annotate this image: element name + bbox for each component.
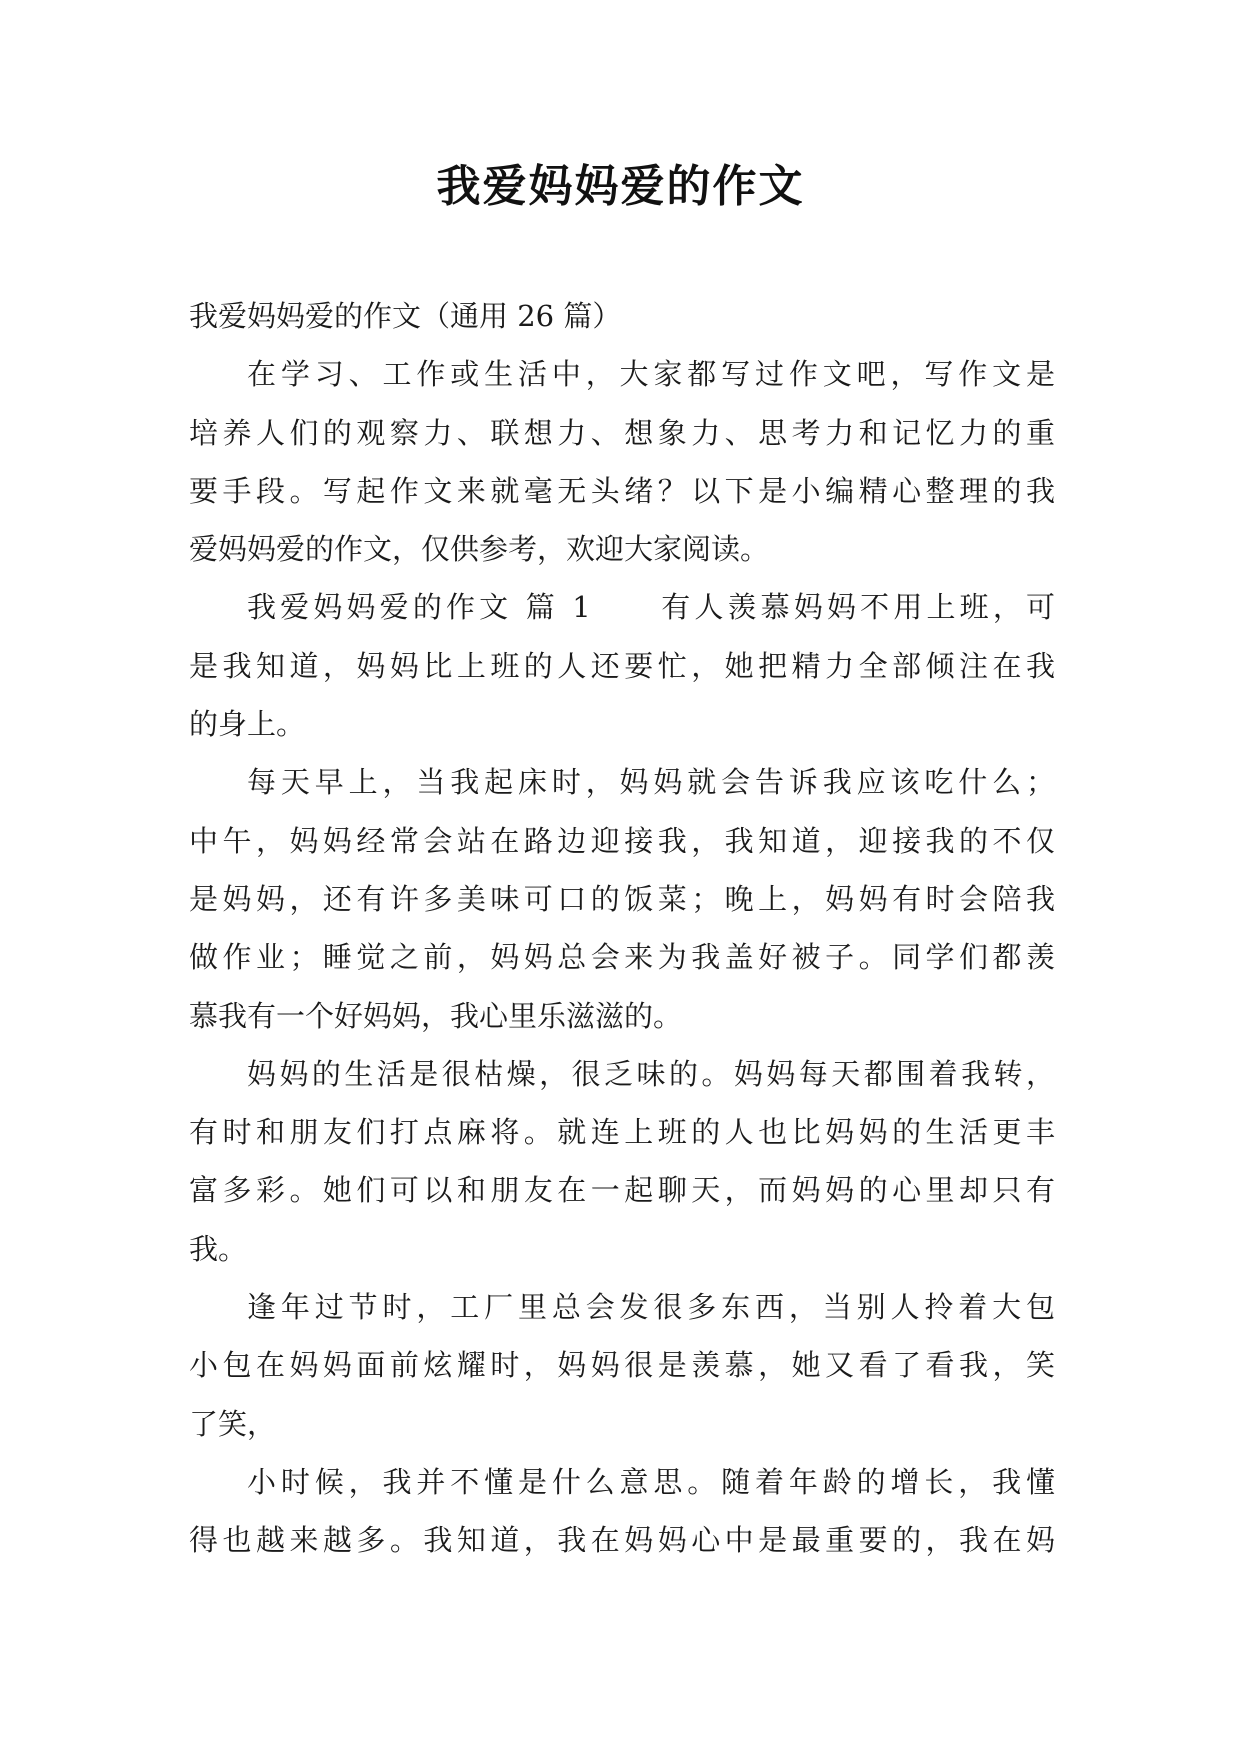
text-line: 做作业；睡觉之前，妈妈总会来为我盖好被子。同学们都羡 [189, 940, 1055, 975]
text-line: 得也越来越多。我知道，我在妈妈心中是最重要的，我在妈 [189, 1523, 1055, 1558]
document-title: 我爱妈妈爱的作文 [436, 161, 805, 212]
text-line: 我。 [189, 1231, 248, 1266]
text-line: 是妈妈，还有许多美味可口的饭菜；晚上，妈妈有时会陪我 [189, 881, 1055, 916]
text-line: 培养人们的观察力、联想力、想象力、思考力和记忆力的重 [189, 415, 1055, 450]
text-line: 我爱妈妈爱的作文（通用 26 篇） [189, 299, 622, 333]
text-line: 我爱妈妈爱的作文 篇 1 有人羡慕妈妈不用上班，可 [247, 590, 1055, 625]
text-line: 的身上。 [189, 707, 306, 742]
text-line: 逢年过节时，工厂里总会发很多东西，当别人拎着大包 [247, 1290, 1055, 1325]
text-line: 是我知道，妈妈比上班的人还要忙，她把精力全部倾注在我 [189, 648, 1055, 683]
text-line: 每天早上，当我起床时，妈妈就会告诉我应该吃什么； [247, 765, 1055, 800]
text-line: 在学习、工作或生活中，大家都写过作文吧，写作文是 [247, 357, 1055, 392]
text-line: 爱妈妈爱的作文，仅供参考，欢迎大家阅读。 [189, 532, 770, 567]
text-line: 妈妈的生活是很枯燥，很乏味的。妈妈每天都围着我转， [247, 1056, 1055, 1091]
document-body [189, 287, 1055, 1570]
text-line: 小时候，我并不懂是什么意思。随着年龄的增长，我懂 [247, 1464, 1055, 1499]
text-line: 慕我有一个好妈妈，我心里乐滋滋的。 [189, 998, 683, 1033]
text-line: 要手段。写起作文来就毫无头绪？以下是小编精心整理的我 [189, 473, 1055, 508]
text-line: 小包在妈妈面前炫耀时，妈妈很是羡慕，她又看了看我，笑 [189, 1348, 1055, 1383]
text-line: 有时和朋友们打点麻将。就连上班的人也比妈妈的生活更丰 [189, 1115, 1055, 1150]
text-line: 富多彩。她们可以和朋友在一起聊天，而妈妈的心里却只有 [189, 1173, 1055, 1208]
text-line: 中午，妈妈经常会站在路边迎接我，我知道，迎接我的不仅 [189, 823, 1055, 858]
text-line: 了笑， [189, 1406, 277, 1441]
